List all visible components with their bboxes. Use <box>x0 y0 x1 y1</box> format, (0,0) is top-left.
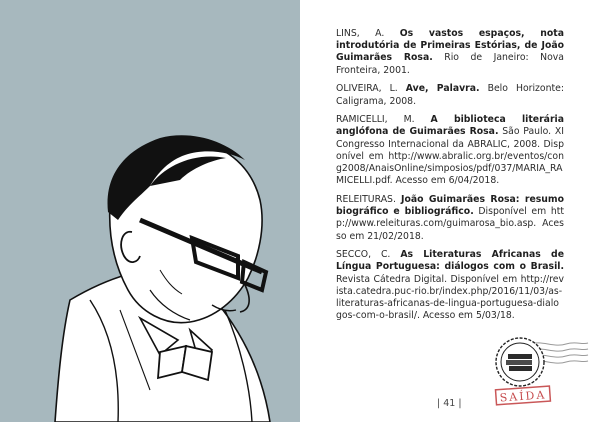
reference-author: LINS, A. <box>336 28 385 39</box>
reference-item <box>336 249 564 322</box>
reference-item <box>336 28 564 77</box>
reference-item <box>336 194 564 243</box>
reference-item <box>336 114 564 187</box>
reference-title: João Guimarães Rosa: resumo biográfico e bibliográfico. <box>336 193 564 218</box>
reference-author: RAMICELLI, M. <box>336 114 415 126</box>
reference-details: Belo Horizonte: Caligrama, 2008. <box>336 83 564 107</box>
reference-details: Revista Cátedra Digital. Disponível em http://revista.catedra.puc-rio.br/index.php/2016/11/03/as-literaturas-africanas-de-lingua-portuguesa-dialogos-com-o-brasil/. Acesso em 5/03/18. <box>336 273 564 322</box>
reference-title: Os vastos espaços, nota introdutória de Primeiras Estórias, de João Guimarães Rosa. <box>336 28 564 64</box>
stamp-label: SAÍDA <box>499 388 547 405</box>
reference-title: Ave, Palavra. <box>405 83 480 95</box>
reference-list <box>336 28 564 329</box>
reference-author: OLIVEIRA, L. <box>336 83 398 95</box>
reference-details: Rio de Janeiro: Nova Fronteira, 2001. <box>336 52 564 76</box>
reference-author: RELEITURAS. <box>336 193 396 205</box>
reference-title: A biblioteca literária anglófona de Guimarães Rosa. <box>336 114 564 138</box>
reference-details: São Paulo. XI Congresso Internacional da ABRALIC, 2008. Disponível em http://www.abralic.org.br/eventos/cong2008/AnaisOnline/simposios/pdf/037/MARIA_RAMICELLI.pdf. Acesso em 6/04/2018. <box>336 126 564 187</box>
reference-item <box>336 83 564 107</box>
page-number: | 41 | <box>437 398 462 409</box>
stacked-books-icon <box>506 354 532 371</box>
reference-details: Disponível em http://www.releituras.com/guimarosa_bio.asp. Acesso em 21/02/2018. <box>336 206 565 242</box>
references-page <box>300 0 600 422</box>
saida-stamp <box>470 330 590 410</box>
reference-title: As Literaturas Africanas de Língua Portuguesa: diálogos com o Brasil. <box>336 249 565 273</box>
reference-author: SECCO, C. <box>336 249 391 261</box>
